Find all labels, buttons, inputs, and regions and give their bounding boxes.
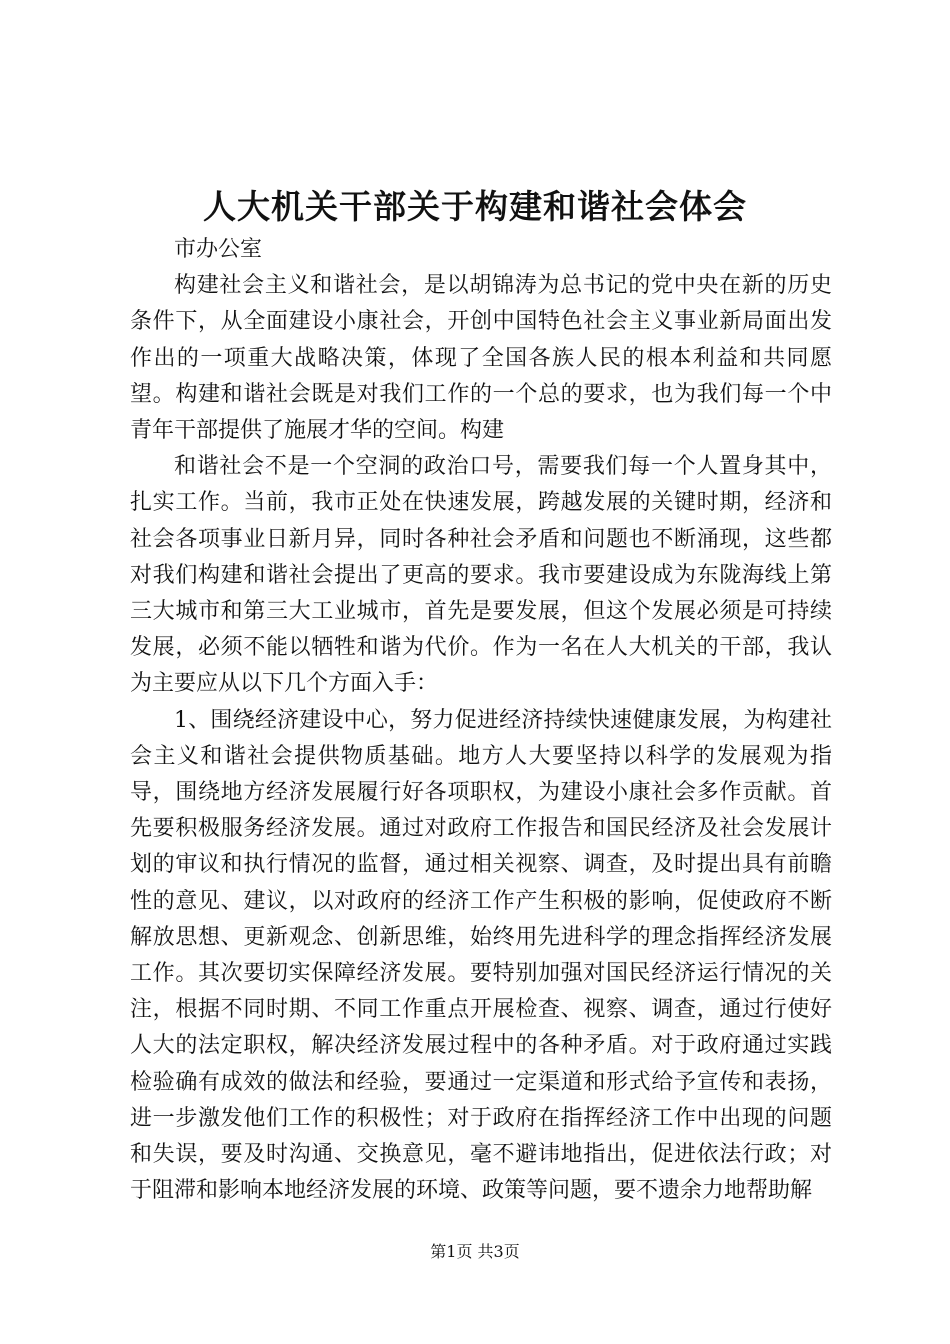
paragraph-1: 构建社会主义和谐社会，是以胡锦涛为总书记的党中央在新的历史条件下，从全面建设小康社会，开创中国特色社会主义事业新局面出发作出的一项重大战略决策，体现了全国各族人民的根本利益和共同愿望。构建和谐社会既是对我们工作的一个总的要求，也为我们每一个中青年干部提供了施展才华的空间。构建 — [130, 273, 832, 444]
document-body — [130, 232, 832, 1209]
author-line: 市办公室 — [174, 237, 263, 262]
paragraph-3: 1、围绕经济建设中心，努力促进经济持续快速健康发展，为构建社会主义和谐社会提供物质基础。地方人大要坚持以科学的发展观为指导，围绕地方经济发展履行好各项职权，为建设小康社会多作贡献。首先要积极服务经济发展。通过对政府工作报告和国民经济及社会发展计划的审议和执行情况的监督，通过相关视察、调查，及时提出具有前瞻性的意见、建议，以对政府的经济工作产生积极的影响，促使政府不断解放思想、更新观念、创新思维，始终用先进科学的理念指挥经济发展工作。其次要切实保障经济发展。要特别加强对国民经济运行情况的关注，根据不同时期、不同工作重点开展检查、视察、调查，通过行使好人大的法定职权，解决经济发展过程中的各种矛盾。对于政府通过实践检验确有成效的做法和经验，要通过一定渠道和形式给予宣传和表扬，进一步激发他们工作的积极性；对于政府在指挥经济工作中出现的问题和失误，要及时沟通、交换意见，毫不避讳地指出，促进依法行政；对于阻滞和影响本地经济发展的环境、政策等问题，要不遗余力地帮助解 — [130, 707, 832, 1204]
document-title: 人大机关干部关于构建和谐社会体会 — [203, 187, 747, 226]
page-number-footer: 第1页 共3页 — [430, 1242, 520, 1261]
paragraph-2: 和谐社会不是一个空洞的政治口号，需要我们每一个人置身其中，扎实工作。当前，我市正处在快速发展，跨越发展的关键时期，经济和社会各项事业日新月异，同时各种社会矛盾和问题也不断涌现，这些都对我们构建和谐社会提出了更高的要求。我市要建设成为东陇海线上第三大城市和第三大工业城市，首先是要发展，但这个发展必须是可持续发展，必须不能以牺牲和谐为代价。作为一名在人大机关的干部，我认为主要应从以下几个方面入手： — [130, 454, 832, 697]
